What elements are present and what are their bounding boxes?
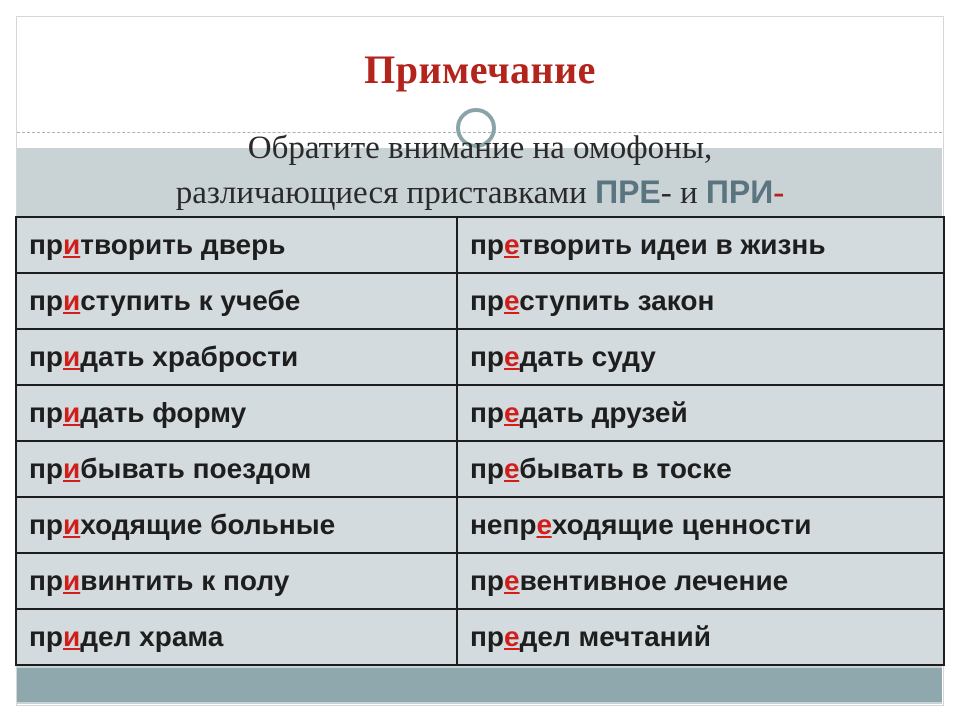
word-prefix-part: пр — [470, 565, 505, 596]
word-prefix-part: пр — [29, 397, 64, 428]
highlighted-vowel: и — [63, 229, 81, 260]
subtitle-text: различающиеся приставками — [175, 175, 587, 211]
word-prefix-part: пр — [29, 565, 64, 596]
word-rest-part: дел мечтаний — [519, 621, 711, 652]
subtitle-line-1: Обратите внимание на омофоны, — [247, 130, 713, 166]
table-row — [16, 385, 944, 441]
word-rest-part: дать форму — [80, 397, 247, 428]
table-row — [16, 497, 944, 553]
word-prefix-part: пр — [29, 341, 64, 372]
word-rest-part: ходящие больные — [80, 509, 336, 540]
highlighted-vowel: и — [63, 453, 81, 484]
bottom-bar — [17, 668, 942, 702]
prefix-pre: ПРЕ — [595, 174, 661, 210]
table-row — [16, 553, 944, 609]
pri-word-cell — [16, 273, 457, 329]
highlighted-vowel: е — [504, 453, 520, 484]
homophones-table — [15, 216, 945, 666]
word-rest-part: творить идеи в жизнь — [519, 229, 826, 260]
word-prefix-part: пр — [470, 621, 505, 652]
highlighted-vowel: е — [504, 397, 520, 428]
word-rest-part: творить дверь — [80, 229, 286, 260]
trailing-dash: - — [773, 175, 785, 211]
word-prefix-part: пр — [29, 621, 64, 652]
pri-word-cell — [16, 217, 457, 273]
highlighted-vowel: е — [504, 621, 520, 652]
subtitle-line-2 — [0, 172, 960, 213]
word-rest-part: дать суду — [519, 341, 656, 372]
word-rest-part: бывать поездом — [80, 453, 312, 484]
pre-word-cell — [457, 497, 944, 553]
highlighted-vowel: и — [63, 621, 81, 652]
table-row — [16, 441, 944, 497]
word-rest-part: вентивное лечение — [519, 565, 789, 596]
highlighted-vowel: е — [504, 229, 520, 260]
word-prefix-part: пр — [29, 453, 64, 484]
subtitle-connector: - и — [660, 175, 698, 211]
pre-word-cell — [457, 385, 944, 441]
highlighted-vowel: и — [63, 285, 81, 316]
highlighted-vowel: е — [504, 341, 520, 372]
word-prefix-part: пр — [470, 341, 505, 372]
pri-word-cell — [16, 497, 457, 553]
prefix-pri: ПРИ — [705, 174, 774, 210]
word-rest-part: ступить закон — [519, 285, 715, 316]
word-prefix-part: пр — [470, 453, 505, 484]
word-prefix-part: пр — [470, 285, 505, 316]
word-prefix-part: пр — [470, 397, 505, 428]
slide-title: Примечание — [364, 47, 596, 92]
word-rest-part: бывать в тоске — [519, 453, 732, 484]
word-prefix-part: непр — [470, 509, 537, 540]
word-prefix-part: пр — [29, 285, 64, 316]
pre-word-cell — [457, 273, 944, 329]
table-row — [16, 609, 944, 665]
table-row — [16, 329, 944, 385]
word-rest-part: ступить к учебе — [80, 285, 301, 316]
highlighted-vowel: и — [63, 341, 81, 372]
pri-word-cell — [16, 553, 457, 609]
word-prefix-part: пр — [470, 229, 505, 260]
pri-word-cell — [16, 385, 457, 441]
highlighted-vowel: и — [63, 565, 81, 596]
table-row — [16, 217, 944, 273]
word-rest-part: дать храбрости — [80, 341, 299, 372]
word-rest-part: дать друзей — [519, 397, 688, 428]
word-rest-part: винтить к полу — [80, 565, 290, 596]
word-rest-part: ходящие ценности — [551, 509, 812, 540]
word-prefix-part: пр — [29, 229, 64, 260]
table-row — [16, 273, 944, 329]
highlighted-vowel: е — [504, 565, 520, 596]
pri-word-cell — [16, 609, 457, 665]
highlighted-vowel: е — [536, 509, 552, 540]
pre-word-cell — [457, 553, 944, 609]
pre-word-cell — [457, 329, 944, 385]
highlighted-vowel: е — [504, 285, 520, 316]
pri-word-cell — [16, 329, 457, 385]
highlighted-vowel: и — [63, 397, 81, 428]
pre-word-cell — [457, 609, 944, 665]
pre-word-cell — [457, 217, 944, 273]
pre-word-cell — [457, 441, 944, 497]
word-prefix-part: пр — [29, 509, 64, 540]
table-body — [16, 217, 944, 665]
highlighted-vowel: и — [63, 509, 81, 540]
word-rest-part: дел храма — [80, 621, 224, 652]
pri-word-cell — [16, 441, 457, 497]
